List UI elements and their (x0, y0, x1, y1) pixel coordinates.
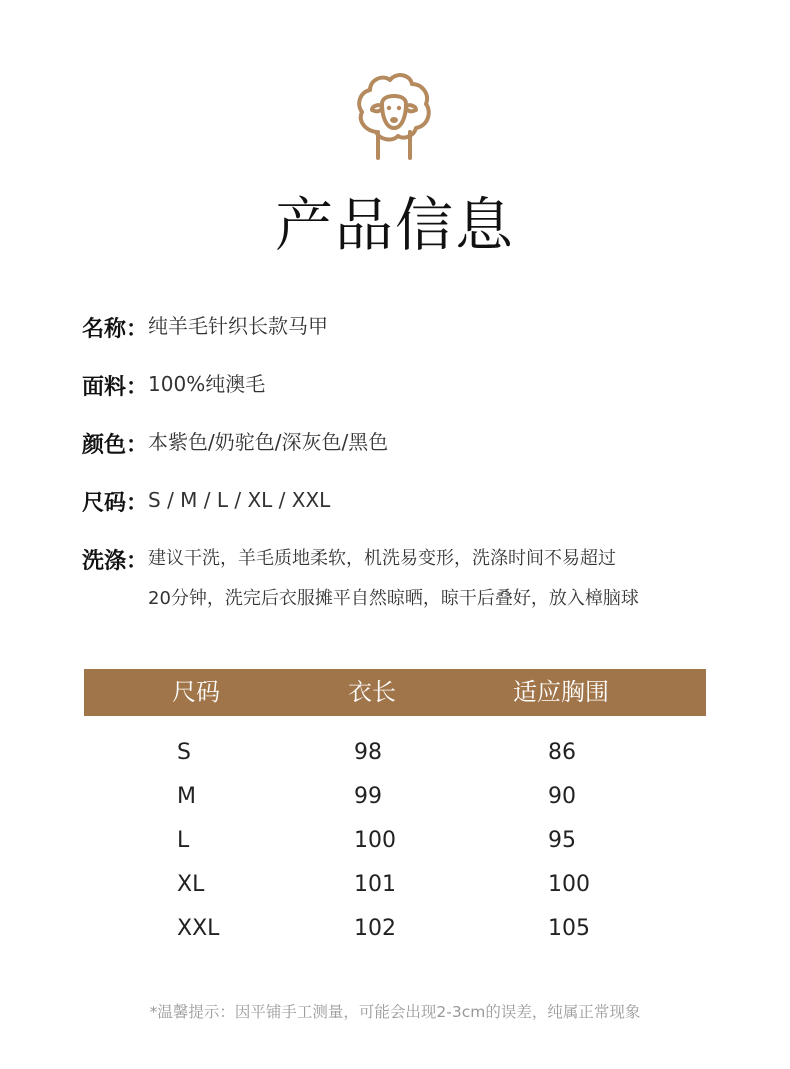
table-cell: XL (177, 872, 205, 897)
info-value (148, 311, 328, 341)
info-line: 20分钟，洗完后衣服摊平自然晾晒，晾干后叠好，放入樟脑球 (148, 588, 639, 609)
table-cell: 95 (548, 828, 576, 853)
table-cell: 100 (354, 828, 396, 853)
table-cell: M (177, 784, 196, 809)
info-row-color (82, 428, 388, 459)
info-line: 100%纯澳毛 (148, 372, 266, 396)
size-table-header (84, 669, 706, 716)
table-cell: 99 (354, 784, 382, 809)
info-line: 纯羊毛针织长款马甲 (148, 314, 329, 338)
page-title: 产品信息 (274, 191, 515, 259)
footnote: *温馨提示：因平铺手工测量，可能会出现2-3cm的误差，纯属正常现象 (149, 1003, 641, 1021)
info-label: 洗涤： (82, 549, 149, 574)
info-row-size (82, 486, 330, 517)
header-length: 衣长 (348, 678, 396, 706)
info-label: 名称： (82, 317, 149, 342)
info-label: 面料： (82, 375, 149, 400)
header-size: 尺码 (172, 678, 220, 706)
info-value (148, 539, 639, 619)
table-cell: S (177, 740, 191, 765)
info-label: 尺码： (82, 491, 149, 516)
table-cell: 101 (354, 872, 396, 897)
header-chest: 适应胸围 (513, 678, 609, 706)
info-line: 本紫色/奶驼色/深灰色/黑色 (148, 430, 389, 454)
info-row-fabric (82, 370, 265, 401)
table-cell: 98 (354, 740, 382, 765)
info-row-name (82, 312, 328, 343)
table-cell: 102 (354, 916, 396, 941)
table-cell: 100 (548, 872, 590, 897)
table-cell: XXL (177, 916, 220, 941)
info-value (148, 369, 265, 399)
table-cell: 86 (548, 740, 576, 765)
info-value (148, 485, 330, 515)
table-cell: 90 (548, 784, 576, 809)
info-line: S / M / L / XL / XXL (148, 488, 331, 512)
info-value (148, 427, 388, 457)
table-cell: 105 (548, 916, 590, 941)
sheep-icon (354, 70, 434, 162)
table-cell: L (177, 828, 190, 853)
info-line: 建议干洗，羊毛质地柔软，机洗易变形，洗涤时间不易超过 (148, 548, 617, 569)
info-label: 颜色： (82, 433, 149, 458)
info-row-care (82, 544, 639, 619)
